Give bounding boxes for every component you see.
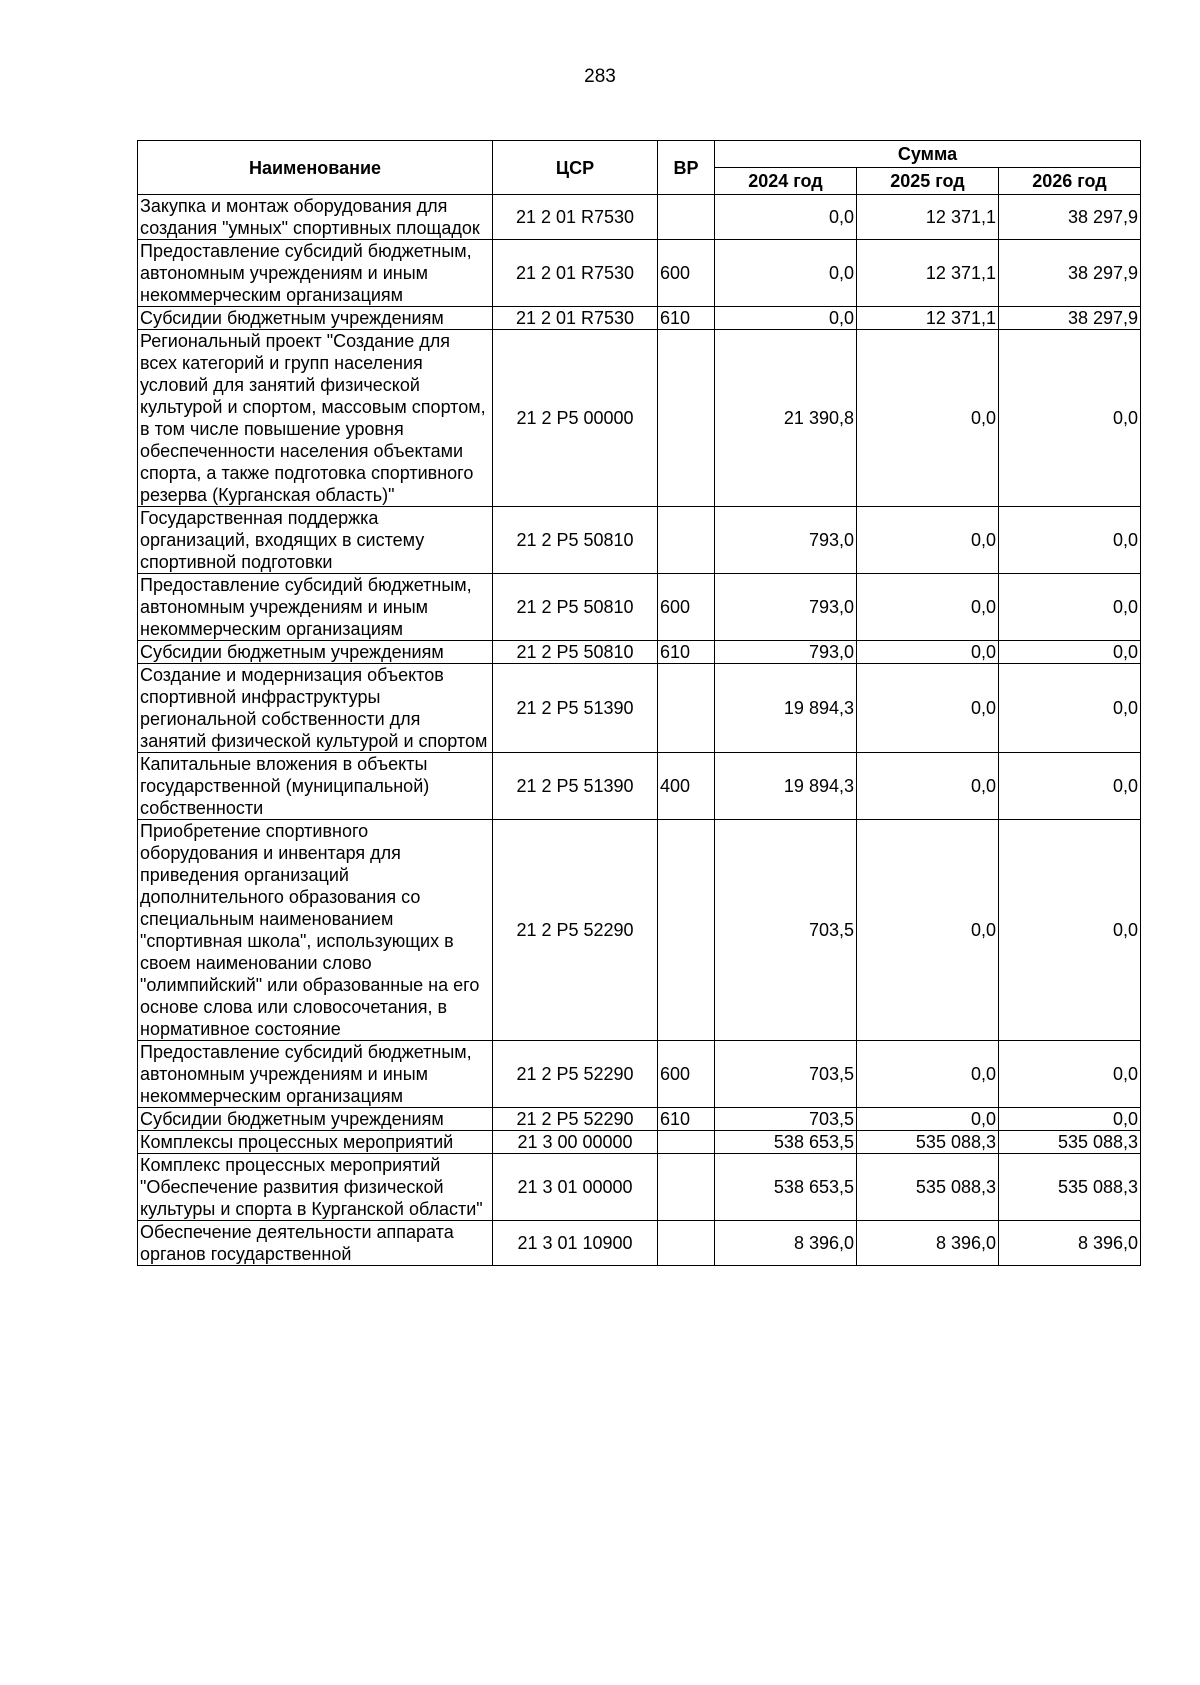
cell-2026: 38 297,9 bbox=[999, 240, 1141, 307]
cell-vr bbox=[658, 1154, 715, 1221]
cell-2026: 8 396,0 bbox=[999, 1221, 1141, 1266]
table-row bbox=[138, 1221, 1141, 1266]
cell-2026: 0,0 bbox=[999, 1108, 1141, 1131]
cell-2024: 703,5 bbox=[715, 820, 857, 1041]
cell-2024: 0,0 bbox=[715, 240, 857, 307]
cell-2025: 12 371,1 bbox=[857, 195, 999, 240]
cell-2025: 535 088,3 bbox=[857, 1131, 999, 1154]
table-row bbox=[138, 195, 1141, 240]
cell-2026: 535 088,3 bbox=[999, 1154, 1141, 1221]
cell-2024: 793,0 bbox=[715, 507, 857, 574]
cell-2024: 0,0 bbox=[715, 307, 857, 330]
cell-name: Предоставление субсидий бюджетным, автономным учреждениям и иным некоммерческим организациям bbox=[138, 1041, 493, 1108]
cell-2024: 8 396,0 bbox=[715, 1221, 857, 1266]
cell-2024: 703,5 bbox=[715, 1041, 857, 1108]
page-number: 283 bbox=[584, 66, 616, 87]
cell-2025: 0,0 bbox=[857, 641, 999, 664]
cell-2026: 0,0 bbox=[999, 507, 1141, 574]
cell-2025: 535 088,3 bbox=[857, 1154, 999, 1221]
table-row bbox=[138, 1154, 1141, 1221]
header-vr: ВР bbox=[658, 141, 715, 195]
table-row bbox=[138, 307, 1141, 330]
cell-2025: 0,0 bbox=[857, 1041, 999, 1108]
cell-name: Региональный проект "Создание для всех категорий и групп населения условий для занятий физической культурой и спортом, массовым спортом, в том числе повышение уровня обеспеченности населения объектами спорта, а также подготовка спортивного резерва (Курганская область)" bbox=[138, 330, 493, 507]
cell-vr: 610 bbox=[658, 307, 715, 330]
header-sum: Сумма bbox=[715, 141, 1141, 168]
cell-csr: 21 2 P5 51390 bbox=[493, 664, 658, 753]
cell-2024: 793,0 bbox=[715, 641, 857, 664]
cell-csr: 21 2 01 R7530 bbox=[493, 240, 658, 307]
cell-2025: 0,0 bbox=[857, 507, 999, 574]
cell-name: Комплексы процессных мероприятий bbox=[138, 1131, 493, 1154]
cell-vr bbox=[658, 820, 715, 1041]
header-csr: ЦСР bbox=[493, 141, 658, 195]
table-row bbox=[138, 574, 1141, 641]
cell-2025: 0,0 bbox=[857, 1108, 999, 1131]
table-row bbox=[138, 240, 1141, 307]
cell-csr: 21 3 01 10900 bbox=[493, 1221, 658, 1266]
cell-csr: 21 2 P5 50810 bbox=[493, 507, 658, 574]
cell-name: Субсидии бюджетным учреждениям bbox=[138, 307, 493, 330]
cell-2026: 0,0 bbox=[999, 820, 1141, 1041]
table-header bbox=[138, 141, 1141, 195]
table-row bbox=[138, 1041, 1141, 1108]
cell-vr bbox=[658, 195, 715, 240]
header-2024: 2024 год bbox=[715, 168, 857, 195]
cell-vr: 600 bbox=[658, 240, 715, 307]
cell-2025: 0,0 bbox=[857, 574, 999, 641]
cell-2025: 0,0 bbox=[857, 753, 999, 820]
table-row bbox=[138, 507, 1141, 574]
cell-2024: 703,5 bbox=[715, 1108, 857, 1131]
cell-2026: 0,0 bbox=[999, 664, 1141, 753]
cell-csr: 21 2 01 R7530 bbox=[493, 195, 658, 240]
cell-csr: 21 2 P5 00000 bbox=[493, 330, 658, 507]
cell-csr: 21 2 P5 50810 bbox=[493, 574, 658, 641]
cell-name: Субсидии бюджетным учреждениям bbox=[138, 1108, 493, 1131]
cell-csr: 21 3 00 00000 bbox=[493, 1131, 658, 1154]
cell-2024: 793,0 bbox=[715, 574, 857, 641]
table-row bbox=[138, 641, 1141, 664]
cell-name: Комплекс процессных мероприятий "Обеспечение развития физической культуры и спорта в Курганской области" bbox=[138, 1154, 493, 1221]
cell-2026: 0,0 bbox=[999, 641, 1141, 664]
cell-vr: 400 bbox=[658, 753, 715, 820]
cell-2025: 0,0 bbox=[857, 664, 999, 753]
cell-2026: 0,0 bbox=[999, 753, 1141, 820]
cell-2026: 0,0 bbox=[999, 330, 1141, 507]
table-row bbox=[138, 330, 1141, 507]
cell-name: Приобретение спортивного оборудования и инвентаря для приведения организаций дополнительного образования со специальным наименованием "спортивная школа", использующих в своем наименовании слово "олимпийский" или образованные на его основе слова или словосочетания, в нормативное состояние bbox=[138, 820, 493, 1041]
cell-csr: 21 2 P5 50810 bbox=[493, 641, 658, 664]
cell-2025: 12 371,1 bbox=[857, 307, 999, 330]
table-body bbox=[138, 195, 1141, 1266]
cell-vr bbox=[658, 1221, 715, 1266]
cell-2026: 38 297,9 bbox=[999, 195, 1141, 240]
cell-vr: 600 bbox=[658, 1041, 715, 1108]
cell-name: Капитальные вложения в объекты государственной (муниципальной) собственности bbox=[138, 753, 493, 820]
cell-name: Обеспечение деятельности аппарата органов государственной bbox=[138, 1221, 493, 1266]
table-row bbox=[138, 753, 1141, 820]
cell-2025: 0,0 bbox=[857, 330, 999, 507]
table-row bbox=[138, 1131, 1141, 1154]
cell-2024: 21 390,8 bbox=[715, 330, 857, 507]
cell-vr bbox=[658, 1131, 715, 1154]
cell-2024: 0,0 bbox=[715, 195, 857, 240]
cell-name: Предоставление субсидий бюджетным, автономным учреждениям и иным некоммерческим организациям bbox=[138, 240, 493, 307]
cell-2025: 8 396,0 bbox=[857, 1221, 999, 1266]
table-row bbox=[138, 664, 1141, 753]
cell-csr: 21 2 01 R7530 bbox=[493, 307, 658, 330]
cell-2025: 0,0 bbox=[857, 820, 999, 1041]
header-2026: 2026 год bbox=[999, 168, 1141, 195]
cell-2024: 538 653,5 bbox=[715, 1154, 857, 1221]
cell-2026: 0,0 bbox=[999, 574, 1141, 641]
cell-csr: 21 2 P5 52290 bbox=[493, 820, 658, 1041]
cell-vr: 600 bbox=[658, 574, 715, 641]
cell-name: Предоставление субсидий бюджетным, автономным учреждениям и иным некоммерческим организациям bbox=[138, 574, 493, 641]
cell-2026: 0,0 bbox=[999, 1041, 1141, 1108]
budget-table bbox=[137, 140, 1141, 1266]
header-name: Наименование bbox=[138, 141, 493, 195]
cell-vr bbox=[658, 330, 715, 507]
header-2025: 2025 год bbox=[857, 168, 999, 195]
cell-vr bbox=[658, 664, 715, 753]
cell-2024: 19 894,3 bbox=[715, 753, 857, 820]
cell-csr: 21 3 01 00000 bbox=[493, 1154, 658, 1221]
cell-name: Государственная поддержка организаций, входящих в систему спортивной подготовки bbox=[138, 507, 493, 574]
cell-name: Субсидии бюджетным учреждениям bbox=[138, 641, 493, 664]
cell-name: Закупка и монтаж оборудования для создания "умных" спортивных площадок bbox=[138, 195, 493, 240]
cell-vr bbox=[658, 507, 715, 574]
cell-2026: 38 297,9 bbox=[999, 307, 1141, 330]
cell-name: Создание и модернизация объектов спортивной инфраструктуры региональной собственности для занятий физической культурой и спортом bbox=[138, 664, 493, 753]
table-row bbox=[138, 820, 1141, 1041]
cell-2024: 19 894,3 bbox=[715, 664, 857, 753]
cell-vr: 610 bbox=[658, 641, 715, 664]
cell-csr: 21 2 P5 52290 bbox=[493, 1108, 658, 1131]
cell-2025: 12 371,1 bbox=[857, 240, 999, 307]
cell-csr: 21 2 P5 52290 bbox=[493, 1041, 658, 1108]
table-row bbox=[138, 1108, 1141, 1131]
cell-vr: 610 bbox=[658, 1108, 715, 1131]
cell-2026: 535 088,3 bbox=[999, 1131, 1141, 1154]
cell-csr: 21 2 P5 51390 bbox=[493, 753, 658, 820]
cell-2024: 538 653,5 bbox=[715, 1131, 857, 1154]
